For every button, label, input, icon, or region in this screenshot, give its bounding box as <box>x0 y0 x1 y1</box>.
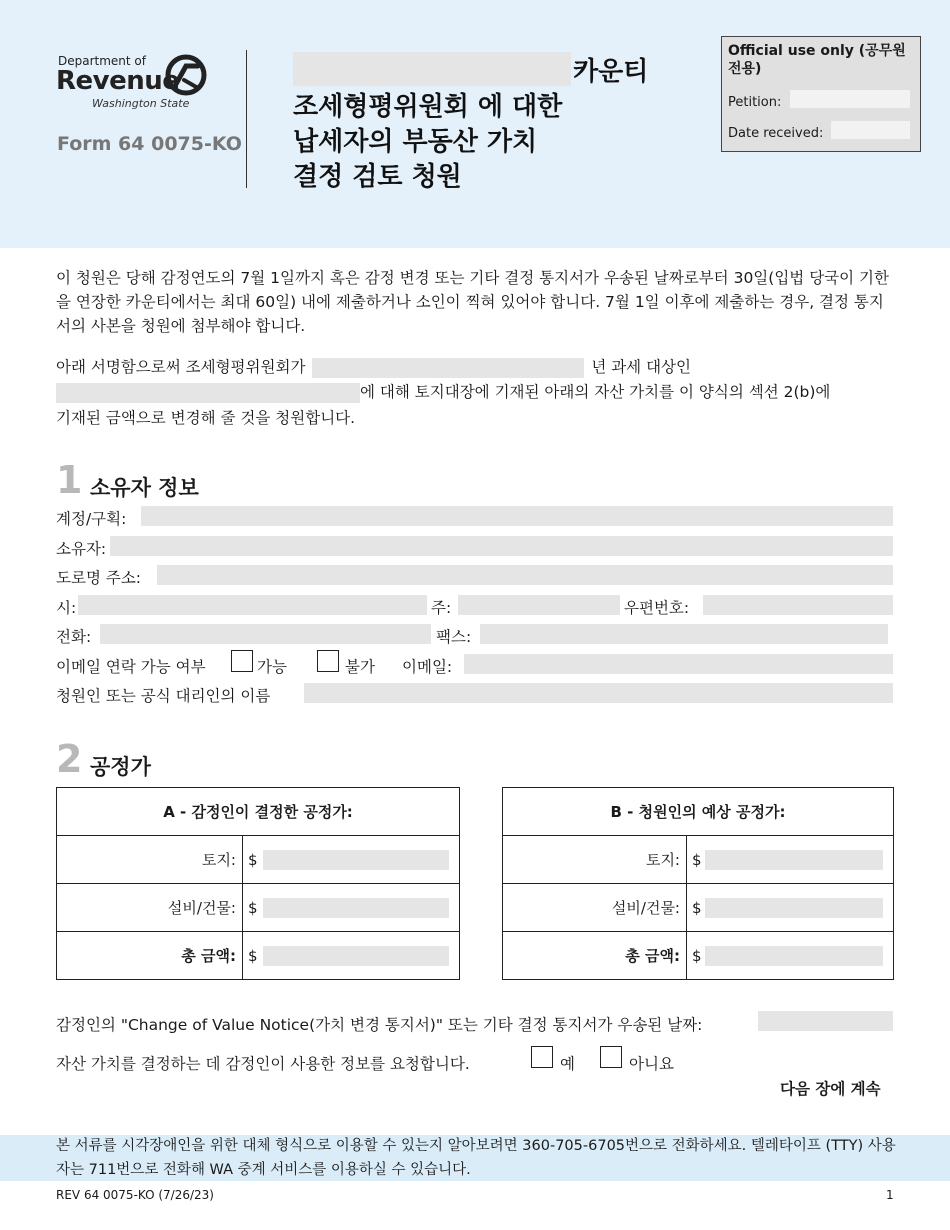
table-row <box>57 884 460 932</box>
section1-title: 소유자 정보 <box>90 476 199 500</box>
land-label-a: 토지: <box>57 836 243 884</box>
date-received-field[interactable] <box>831 121 910 139</box>
date-received-label: Date received: <box>728 126 824 141</box>
header-divider <box>246 50 247 188</box>
title-line3: 납세자의 부동산 가치 <box>293 127 538 157</box>
logo-line3: Washington State <box>92 97 190 110</box>
city-label: 시: <box>56 599 77 617</box>
request-line1 <box>56 355 691 378</box>
continued-note: 다음 장에 계속 <box>780 1080 881 1098</box>
state-label: 주: <box>431 599 452 617</box>
land-b-field[interactable] <box>705 850 883 870</box>
request-part2: 년 과세 대상인 <box>591 358 692 376</box>
fax-field[interactable] <box>480 624 888 644</box>
street-field[interactable] <box>157 565 893 585</box>
request-info-yes-checkbox[interactable] <box>531 1046 553 1068</box>
email-no-checkbox[interactable] <box>317 650 339 672</box>
logo-line2: Revenue <box>56 66 180 96</box>
request-part1: 아래 서명함으로써 조세형평위원회가 <box>56 358 306 376</box>
logo-line1: Department of <box>58 54 146 68</box>
currency-symbol: $ <box>248 946 258 965</box>
phone-field[interactable] <box>100 624 431 644</box>
table-row <box>503 932 894 980</box>
street-label: 도로명 주소: <box>56 569 142 587</box>
improvements-b-field[interactable] <box>705 898 883 918</box>
email-field[interactable] <box>464 654 893 674</box>
zip-label: 우편번호: <box>624 599 690 617</box>
email-label: 이메일: <box>402 658 453 676</box>
owner-label: 소유자: <box>56 540 107 558</box>
email-no-label: 불가 <box>345 658 375 676</box>
state-field[interactable] <box>458 595 620 615</box>
improvements-a-field[interactable] <box>263 898 449 918</box>
currency-symbol: $ <box>692 946 702 965</box>
request-part3: 에 대해 토지대장에 기재된 아래의 자산 가치를 이 양식의 섹션 2(b)에 <box>360 383 831 401</box>
request-part4: 기재된 금액으로 변경해 줄 것을 청원합니다. <box>56 409 356 427</box>
total-b-field[interactable] <box>705 946 883 966</box>
table-a-header: A - 감정인이 결정한 공정가: <box>57 788 460 836</box>
agent-field[interactable] <box>304 683 893 703</box>
page-number: 1 <box>886 1188 894 1202</box>
title-line4: 결정 검토 청원 <box>293 162 462 192</box>
county-name-field[interactable] <box>293 52 571 86</box>
official-use-box <box>721 36 921 152</box>
fax-label: 팩스: <box>436 628 472 646</box>
table-petitioner-value <box>502 787 894 980</box>
total-label-b: 총 금액: <box>503 932 687 980</box>
currency-symbol: $ <box>248 898 258 917</box>
petition-label: Petition: <box>728 95 782 110</box>
land-a-field[interactable] <box>263 850 449 870</box>
zip-field[interactable] <box>703 595 893 615</box>
agent-label: 청원인 또는 공식 대리인의 이름 <box>56 687 271 705</box>
request-info-no-checkbox[interactable] <box>600 1046 622 1068</box>
petition-field[interactable] <box>790 90 910 108</box>
request-info-label: 자산 가치를 결정하는 데 감정인이 사용한 정보를 요청합니다. <box>56 1055 470 1073</box>
page-title <box>293 52 693 195</box>
email-yes-label: 가능 <box>257 658 287 676</box>
total-label-a: 총 금액: <box>57 932 243 980</box>
total-a-field[interactable] <box>263 946 449 966</box>
table-assessor-value <box>56 787 460 980</box>
notice-date-label: 감정인의 "Change of Value Notice(가치 변경 통지서)" 또는 기타 결정 통지서가 우송된 날짜: <box>56 1016 703 1034</box>
email-ok-label: 이메일 연락 가능 여부 <box>56 658 206 676</box>
accessibility-note: 본 서류를 시각장애인을 위한 대체 형식으로 이용할 수 있는지 알아보려면 360-705-6705번으로 전화하세요. 텔레타이프 (TTY) 사용자는 711번으로 전화해 WA 중계 서비스를 이용하실 수 있습니다. <box>56 1138 896 1178</box>
owner-field[interactable] <box>110 536 893 556</box>
property-field[interactable] <box>56 383 360 403</box>
table-row <box>57 932 460 980</box>
title-suffix: 카운티 <box>573 57 649 87</box>
table-row <box>503 884 894 932</box>
form-number: Form 64 0075-KO <box>57 133 242 155</box>
section2-number: 2 <box>56 737 83 781</box>
section1-number: 1 <box>56 458 83 502</box>
intro-paragraph: 이 청원은 당해 감정연도의 7월 1일까지 혹은 감정 변경 또는 기타 결정 통지서가 우송된 날짜로부터 30일(입법 당국이 기한을 연장한 카운티에서는 최대 60일) 내에 제출하거나 소인이 찍혀 있어야 합니다. 7월 1일 이후에 제출하는 경우, 결정 통지서의 사본을 청원에 첨부해야 합니다. <box>56 269 889 335</box>
table-row <box>503 836 894 884</box>
land-label-b: 토지: <box>503 836 687 884</box>
revenue-swoosh-icon <box>164 52 208 98</box>
improvements-label-b: 설비/건물: <box>503 884 687 932</box>
section2-title: 공정가 <box>90 755 151 779</box>
request-info-no-label: 아니요 <box>629 1055 674 1073</box>
rev-number: REV 64 0075-KO (7/26/23) <box>56 1188 214 1202</box>
phone-label: 전화: <box>56 628 92 646</box>
currency-symbol: $ <box>692 850 702 869</box>
official-use-title: Official use only (공무원 전용) <box>728 43 906 77</box>
table-b-header: B - 청원인의 예상 공정가: <box>503 788 894 836</box>
currency-symbol: $ <box>692 898 702 917</box>
year-field[interactable] <box>312 358 584 378</box>
email-yes-checkbox[interactable] <box>231 650 253 672</box>
dor-logo <box>56 50 226 120</box>
request-info-yes-label: 예 <box>560 1055 575 1073</box>
account-field[interactable] <box>141 506 893 526</box>
request-line2 <box>56 380 830 403</box>
account-label: 계정/구획: <box>56 510 127 528</box>
title-line2: 조세형평위원회 에 대한 <box>293 92 563 122</box>
notice-date-field[interactable] <box>758 1011 893 1031</box>
table-row <box>57 836 460 884</box>
improvements-label-a: 설비/건물: <box>57 884 243 932</box>
city-field[interactable] <box>78 595 427 615</box>
currency-symbol: $ <box>248 850 258 869</box>
